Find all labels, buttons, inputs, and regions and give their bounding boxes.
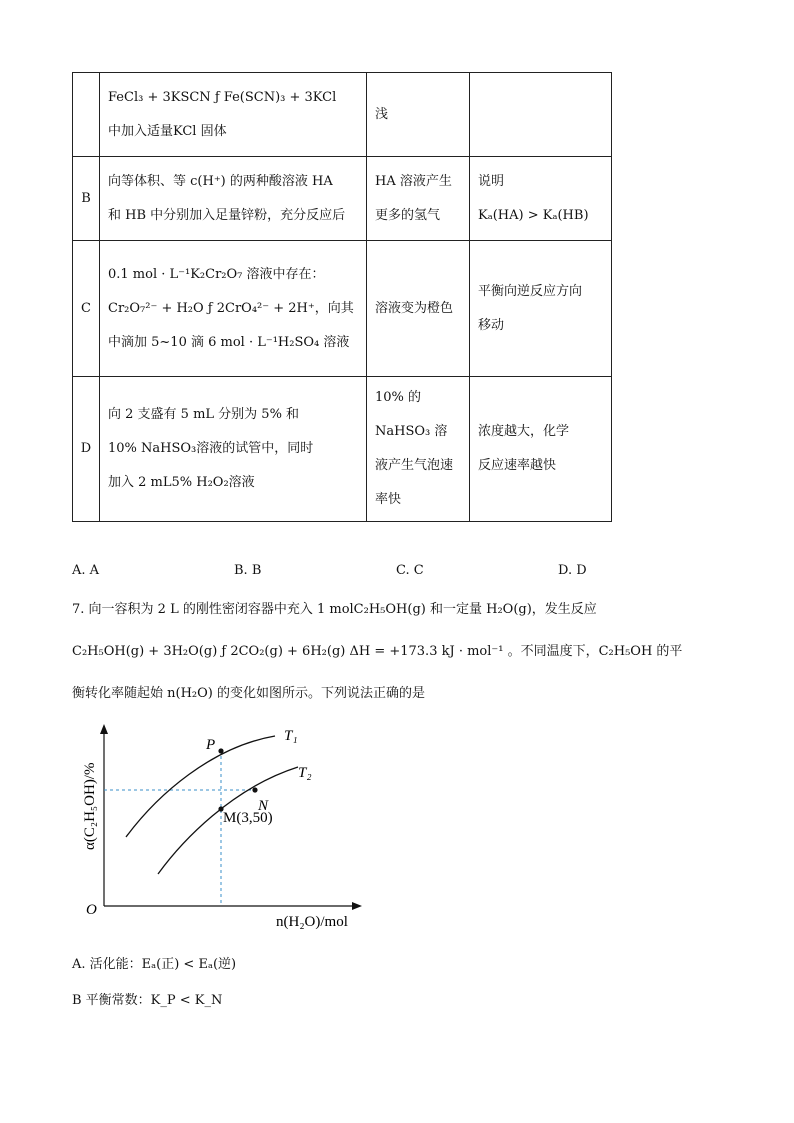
point-p (218, 748, 223, 753)
choice-b[interactable]: B 平衡常数：K_P < K_N (72, 993, 223, 1008)
q7-line-2: C₂H₅OH(g) + 3H₂O(g) ƒ 2CO₂(g) + 6H₂(g) ΔH = +173.3 kJ · mol⁻¹ 。不同温度下，C₂H₅OH 的平 (72, 644, 683, 659)
conclusion-cell (470, 241, 612, 377)
label-origin: O (86, 902, 97, 918)
operation-cell (100, 377, 367, 522)
cell-text: Cr₂O₇²⁻ + H₂O ƒ 2CrO₄²⁻ + 2H⁺，向其 (108, 300, 354, 316)
operation-cell (100, 157, 367, 241)
cell-text: 移动 (478, 317, 505, 333)
row-label (73, 73, 100, 157)
row-label: C (73, 241, 100, 377)
option-b[interactable]: B. B (234, 563, 262, 578)
q7-line-3: 衡转化率随起始 n(H₂O) 的变化如图所示。下列说法正确的是 (72, 686, 425, 701)
row-label: B (73, 157, 100, 241)
cell-text: 10% 的 (375, 390, 422, 405)
cell-text: 向 2 支盛有 5 mL 分别为 5% 和 (108, 407, 300, 422)
cell-text: 加入 2 mL5% H₂O₂溶液 (108, 475, 255, 490)
option-d[interactable]: D. D (558, 563, 587, 578)
cell-text: 溶液变为橙色 (375, 300, 454, 316)
cell-text: 向等体积、等 c(H⁺) 的两种酸溶液 HA (108, 173, 333, 189)
table-row (73, 157, 612, 241)
phenomenon-cell (367, 157, 470, 241)
cell-text: 反应速率越快 (478, 458, 557, 473)
phenomenon-cell (367, 377, 470, 522)
label-n: N (258, 798, 269, 814)
phenomenon-cell (367, 73, 470, 157)
row-label: D (73, 377, 100, 522)
cell-text: 浅 (375, 106, 389, 122)
cell-text: 更多的氢气 (375, 207, 441, 223)
point-n (252, 787, 257, 792)
cell-text: 浓度越大，化学 (478, 424, 570, 439)
option-c[interactable]: C. C (396, 563, 424, 578)
choice-a[interactable]: A. 活化能：Eₐ(正) < Eₐ(逆) (72, 957, 237, 972)
cell-text: Kₐ(HA) > Kₐ(HB) (478, 207, 589, 223)
cell-text: 中加入适量KCl 固体 (108, 123, 227, 139)
cell-text: HA 溶液产生 (375, 173, 452, 189)
table-row (73, 241, 612, 377)
label-yaxis: α(C₂H₅OH)/% (82, 762, 98, 850)
q7-line-1: 7. 向一容积为 2 L 的刚性密闭容器中充入 1 molC₂H₅OH(g) 和一定量 H₂O(g)，发生反应 (72, 602, 597, 617)
cell-text: FeCl₃ + 3KSCN ƒ Fe(SCN)₃ + 3KCl (108, 89, 337, 105)
table-row (73, 73, 612, 157)
label-p: P (206, 737, 216, 753)
cell-text: 率快 (375, 492, 402, 507)
label-t2: T₂ (298, 765, 312, 781)
cell-text: 10% NaHSO₃溶液的试管中，同时 (108, 441, 314, 456)
conclusion-cell (470, 377, 612, 522)
cell-text: 0.1 mol · L⁻¹K₂Cr₂O₇ 溶液中存在： (108, 266, 325, 282)
option-a[interactable]: A. A (72, 563, 100, 578)
cell-text: 中滴加 5~10 滴 6 mol · L⁻¹H₂SO₄ 溶液 (108, 334, 350, 350)
cell-text: 液产生气泡速 (375, 458, 454, 473)
conclusion-cell (470, 73, 612, 157)
conclusion-cell (470, 157, 612, 241)
phenomenon-cell (367, 241, 470, 377)
cell-text: 说明 (478, 173, 505, 189)
cell-text: 和 HB 中分别加入足量锌粉，充分反应后 (108, 207, 346, 223)
label-xaxis: n(H₂O)/mol (276, 914, 348, 930)
cell-text: NaHSO₃ 溶 (375, 424, 448, 439)
label-m: M(3,50) (223, 810, 273, 826)
y-axis-arrow (100, 724, 108, 734)
operation-cell (100, 241, 367, 377)
table-row (73, 377, 612, 522)
experiment-table (72, 72, 612, 522)
x-axis-arrow (352, 902, 362, 910)
operation-cell (100, 73, 367, 157)
cell-text: 平衡向逆反应方向 (478, 283, 583, 299)
conversion-chart (72, 720, 372, 935)
label-t1: T₁ (284, 728, 298, 744)
